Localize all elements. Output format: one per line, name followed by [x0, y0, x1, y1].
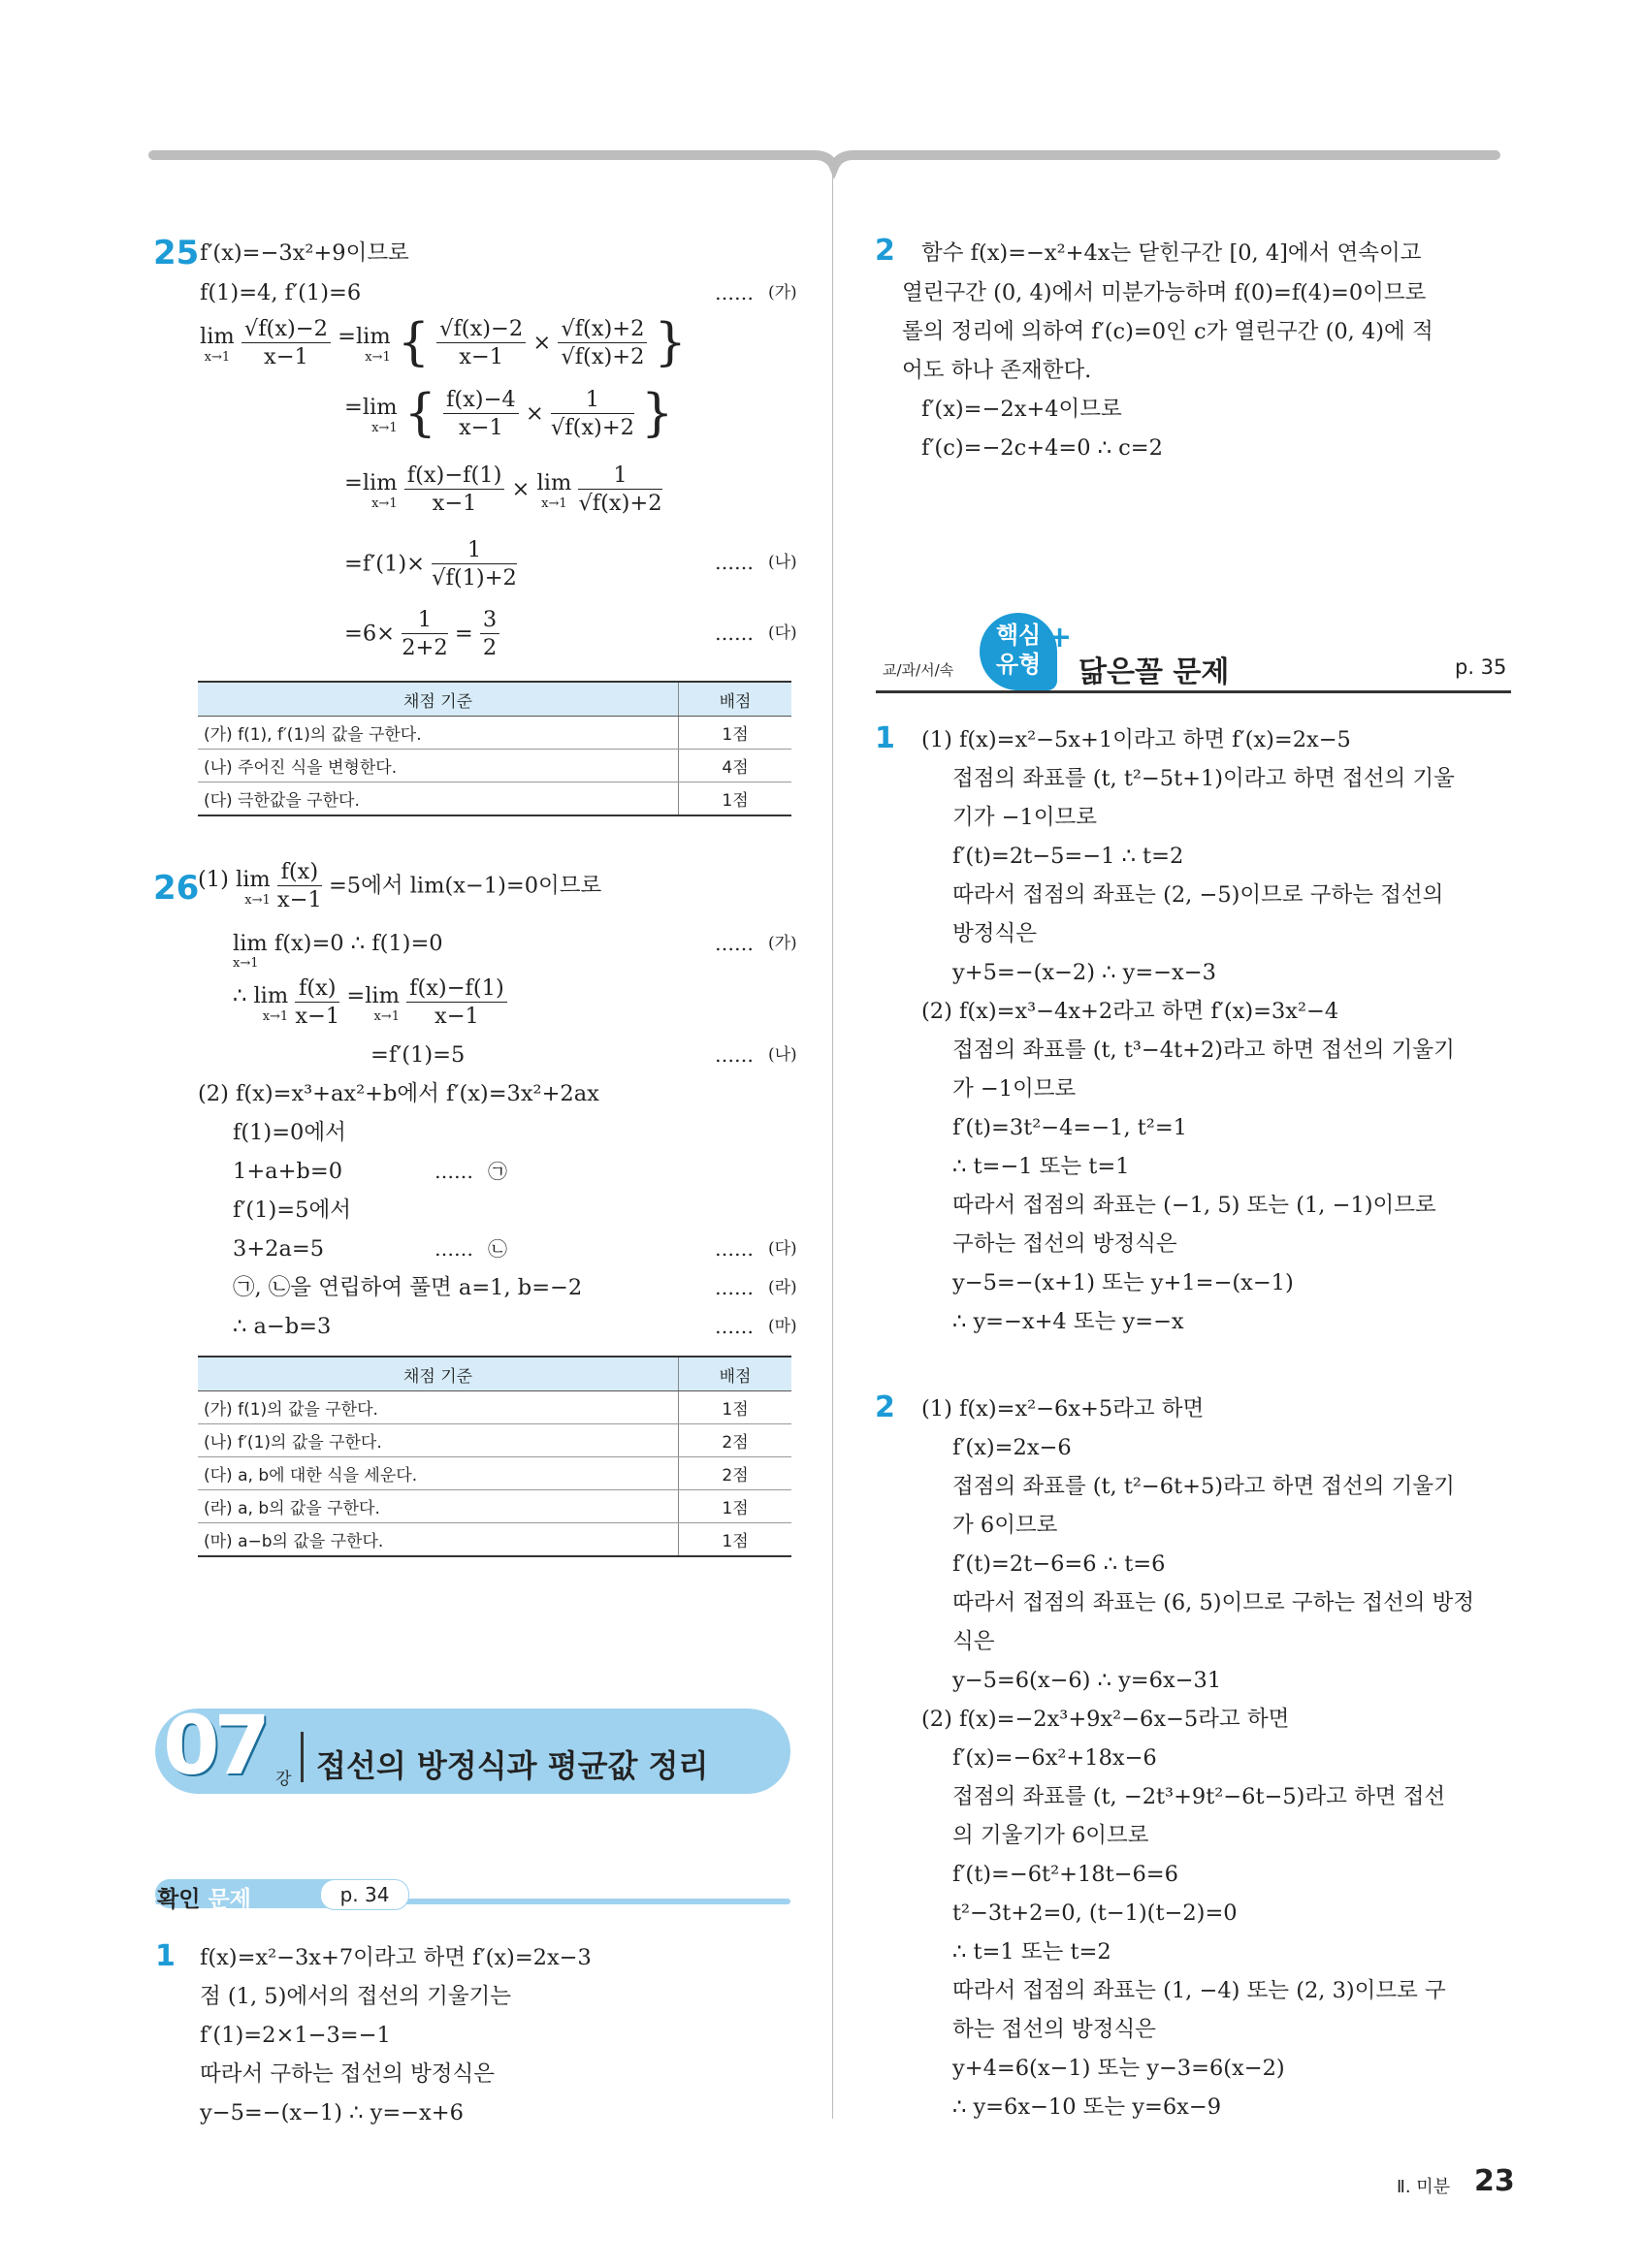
- chapter-bar: [301, 1732, 304, 1782]
- rubric-table-26: [198, 1356, 791, 1557]
- p26-dots-1: ……: [715, 932, 754, 955]
- p26-line-6: f(1)=0에서: [233, 1120, 346, 1145]
- p26-dots-eq1: ……: [435, 1160, 473, 1183]
- footer-section: Ⅱ. 미분: [1397, 2177, 1451, 2197]
- p25-limit-line-1: lim x→1 $\frac{√f(x)-2}{x-1}$ =lim x→1 { $\frac{√f(x)-2}{x-1}$ × $\frac{√f(x)+2}{√f(x)+2}$ }: [200, 313, 687, 372]
- p25-limit-line-2: =lim x→1 { $\frac{f(x)-4}{x-1}$ × $\frac{1}{√f(x)+2}$ }: [344, 384, 674, 443]
- table-row: (다) a, b에 대한 식을 세운다. 2점: [198, 1457, 791, 1490]
- p26-marker-da: (다): [768, 1239, 797, 1259]
- p26-line-3: ∴ lim x→1 $\frac{f(x)}{x-1}$ =lim x→1 $\frac{f(x)-f(1)}{x-1}$: [233, 974, 507, 1030]
- p25-line-1: f′(x)=−3x²+9이므로: [200, 240, 409, 266]
- core-heading-title: 닮은꼴 문제: [1079, 655, 1230, 689]
- p25-dots-2: ……: [715, 551, 754, 574]
- p25-dots-3: ……: [715, 622, 754, 645]
- p26-sub-2: x→1: [233, 956, 259, 971]
- p25-marker-ga: (가): [768, 283, 797, 303]
- rubric-header-criteria: 채점 기준: [198, 682, 679, 717]
- p25-limit-line-3: =lim x→1 $\frac{f(x)-f(1)}{x-1}$ × lim x→1 $\frac{1}{√f(x)+2}$: [344, 463, 662, 516]
- table-row: (나) 주어진 식을 변형한다. 4점: [198, 750, 791, 783]
- table-row: (가) f(1)의 값을 구한다. 1점: [198, 1391, 791, 1424]
- core-heading-pre: 교/과/서/속: [883, 661, 954, 679]
- p26-line-11: ∴ a−b=3: [233, 1314, 332, 1339]
- p26-mark-2: ㉡: [488, 1237, 507, 1261]
- problem-25-number: 25: [153, 234, 200, 272]
- p26-dots-5: ……: [715, 1315, 754, 1338]
- p26-marker-ga: (가): [768, 934, 797, 953]
- column-divider: [832, 175, 833, 2119]
- p26-mark-1: ㉠: [488, 1160, 507, 1183]
- core-badge-text: 핵심 유형: [995, 622, 1042, 678]
- core-plus-icon: +: [1047, 621, 1073, 655]
- check-page-ref: p. 34: [320, 1879, 409, 1910]
- right-problem-2-number: 2: [875, 234, 895, 268]
- similar-problem-1-number: 1: [875, 721, 895, 755]
- p26-line-10: ㉠, ㉡을 연립하여 풀면 a=1, b=−2: [233, 1275, 583, 1300]
- p25-dots-1: ……: [715, 281, 754, 304]
- table-row: (마) a−b의 값을 구한다. 1점: [198, 1523, 791, 1557]
- core-heading-line: [876, 690, 1511, 693]
- p26-marker-na: (나): [768, 1045, 797, 1065]
- p26-line-1: (1) lim x→1 $\frac{f(x)}{x-1}$ =5에서 lim(x−1)=0이므로: [198, 859, 602, 912]
- page-number: 23: [1474, 2164, 1515, 2198]
- p25-marker-da: (다): [768, 623, 797, 643]
- p26-line-9: 3+2a=5: [233, 1236, 325, 1262]
- p25-marker-na: (나): [768, 553, 797, 572]
- p26-line-8: f′(1)=5에서: [233, 1198, 351, 1223]
- rubric-header-score: 배점: [679, 682, 792, 717]
- p26-line-2: lim f(x)=0 ∴ f(1)=0: [233, 931, 443, 956]
- chapter-title: 접선의 방정식과 평균값 정리: [316, 1747, 709, 1784]
- table-row: (나) f′(1)의 값을 구한다. 2점: [198, 1424, 791, 1457]
- p26-line-5: (2) f(x)=x³+ax²+b에서 f′(x)=3x²+2ax: [198, 1081, 599, 1106]
- core-page-ref: p. 35: [1455, 655, 1507, 679]
- p26-dots-2: ……: [715, 1043, 754, 1067]
- p26-dots-4: ……: [715, 1276, 754, 1299]
- p26-dots-3: ……: [715, 1237, 754, 1261]
- p26-line-7: 1+a+b=0: [233, 1159, 343, 1184]
- p25-line-6: =f′(1)× $\frac{1}{√f(1)+2}$: [344, 537, 517, 591]
- p26-dots-eq2: ……: [435, 1237, 473, 1261]
- chapter-number: 07: [163, 1698, 265, 1793]
- check-problem-1-number: 1: [155, 1939, 176, 1973]
- table-row: (가) f(1), f′(1)의 값을 구한다. 1점: [198, 717, 791, 750]
- top-divider: [145, 144, 1503, 182]
- p26-line-4: =f′(1)=5: [370, 1042, 466, 1068]
- rubric-header-criteria: 채점 기준: [198, 1357, 679, 1391]
- rubric-table-25: [198, 681, 791, 816]
- chapter-suffix: 강: [275, 1770, 292, 1789]
- problem-26-number: 26: [153, 869, 200, 908]
- check-heading-label: 확인 문제: [157, 1887, 251, 1912]
- rubric-header-score: 배점: [679, 1357, 792, 1391]
- similar-problem-2-number: 2: [875, 1390, 895, 1424]
- table-row: (다) 극한값을 구한다. 1점: [198, 783, 791, 816]
- p26-marker-ma: (마): [768, 1317, 797, 1336]
- table-row: (라) a, b의 값을 구한다. 1점: [198, 1490, 791, 1523]
- p25-line-2: f(1)=4, f′(1)=6: [200, 280, 362, 305]
- p25-line-7: =6× $\frac{1}{2+2}$ = $\frac{3}{2}$: [344, 606, 499, 661]
- p26-marker-ra: (라): [768, 1278, 797, 1297]
